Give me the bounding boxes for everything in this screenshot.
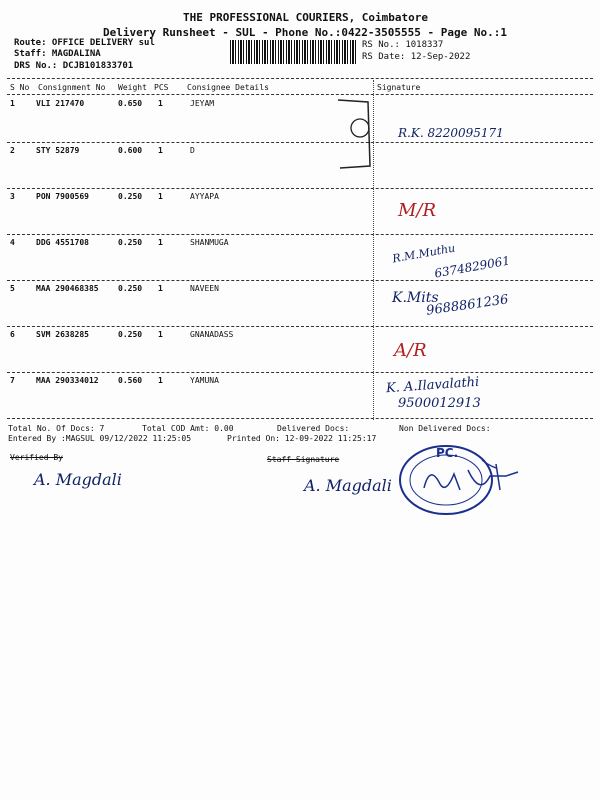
row-pcs: 1 (158, 330, 163, 339)
entered-by: Entered By :MAGSUL 09/12/2022 11:25:05 (8, 434, 192, 443)
row6-signature: A/R (394, 340, 427, 361)
staff: Staff: MAGDALINA (14, 49, 101, 59)
printed-on: Printed On: 12-09-2022 11:25:17 (227, 434, 377, 443)
staff-handwritten-signature: A. Magdali (304, 476, 392, 495)
row-consignee: NAVEEN (190, 284, 219, 293)
row-consignment: DDG 4551708 (36, 238, 89, 247)
row-consignment: STY 52879 (36, 146, 80, 155)
row-divider (7, 372, 593, 373)
table-row (0, 99, 600, 145)
col-sno: S No (10, 83, 30, 92)
company-name: THE PROFESSIONAL COURIERS, Coimbatore (183, 11, 429, 24)
rs-number: RS No.: 1018337 (362, 40, 444, 50)
stamp-text: PC. (436, 446, 459, 460)
row-consignment: SVM 2638285 (36, 330, 89, 339)
row-consignment: MAA 290468385 (36, 284, 99, 293)
row-divider (7, 280, 593, 281)
row-weight: 0.560 (118, 376, 143, 385)
row5-signature-phone: 9688861236 (425, 292, 510, 319)
col-weight: Weight (118, 83, 147, 92)
row4-signature-name: R.M.Muthu (391, 241, 457, 266)
row-sno: 2 (10, 146, 15, 155)
row-divider (7, 142, 593, 143)
row-consignee: D (190, 146, 195, 155)
table-row (0, 146, 600, 192)
table-row (0, 284, 600, 330)
row-weight: 0.250 (118, 238, 143, 247)
table-header-rule (7, 94, 593, 95)
row-divider (7, 234, 593, 235)
non-delivered-docs: Non Delivered Docs: (399, 424, 491, 433)
row-consignee: YAMUNA (190, 376, 219, 385)
row-divider (7, 188, 593, 189)
row-consignee: GNANADASS (190, 330, 234, 339)
barcode (230, 40, 358, 64)
col-signature: Signature (377, 83, 421, 92)
row-consignee: AYYAPA (190, 192, 219, 201)
row7-signature-name: K. A.Ilavalathi (385, 374, 480, 397)
col-consignee: Consignee Details (187, 83, 269, 92)
row-sno: 4 (10, 238, 15, 247)
route: Route: OFFICE DELIVERY sul (14, 38, 155, 48)
verified-by-label: Verified By (10, 453, 63, 462)
row-sno: 5 (10, 284, 15, 293)
drs-number: DRS No.: DCJB101833701 (14, 61, 134, 71)
verified-signature: A. Magdali (34, 470, 122, 489)
table-row (0, 376, 600, 422)
row-consignment: MAA 290334012 (36, 376, 99, 385)
row-pcs: 1 (158, 284, 163, 293)
row4-signature-phone: 6374829061 (433, 253, 511, 281)
row-consignee: SHANMUGA (190, 238, 229, 247)
row-weight: 0.250 (118, 192, 143, 201)
total-docs: Total No. Of Docs: 7 (8, 424, 105, 433)
row7-signature-phone: 9500012913 (398, 396, 481, 411)
rs-date: RS Date: 12-Sep-2022 (362, 52, 471, 62)
row1-signature: R.K. 8220095171 (398, 126, 504, 140)
delivered-docs: Delivered Docs: (277, 424, 350, 433)
row-consignment: VLI 217470 (36, 99, 85, 108)
row5-signature-name: K.Mits (392, 290, 439, 306)
row-weight: 0.650 (118, 99, 143, 108)
row-pcs: 1 (158, 192, 163, 201)
row-consignee: JEYAM (190, 99, 215, 108)
staff-signature-label: Staff Signature (267, 455, 340, 464)
total-cod: Total COD Amt: 0.00 (142, 424, 234, 433)
row-pcs: 1 (158, 99, 163, 108)
bracket-mark (330, 96, 380, 176)
row3-signature: M/R (398, 200, 437, 221)
row-sno: 7 (10, 376, 15, 385)
row-weight: 0.600 (118, 146, 143, 155)
row-consignment: PON 7900569 (36, 192, 89, 201)
runsheet-title: Delivery Runsheet - SUL - Phone No.:0422-3505555 - Page No.:1 (103, 26, 507, 39)
stamp-signature-scribble (420, 460, 560, 500)
row-sno: 6 (10, 330, 15, 339)
row-weight: 0.250 (118, 284, 143, 293)
table-bottom-rule (7, 418, 593, 419)
table-top-rule (7, 78, 593, 79)
table-row (0, 192, 600, 238)
row-pcs: 1 (158, 376, 163, 385)
row-sno: 3 (10, 192, 15, 201)
col-consignment: Consignment No (38, 83, 106, 92)
row-divider (7, 326, 593, 327)
table-row (0, 330, 600, 376)
row-pcs: 1 (158, 146, 163, 155)
col-pcs: PCS (154, 83, 169, 92)
row-sno: 1 (10, 99, 15, 108)
row-weight: 0.250 (118, 330, 143, 339)
row-pcs: 1 (158, 238, 163, 247)
